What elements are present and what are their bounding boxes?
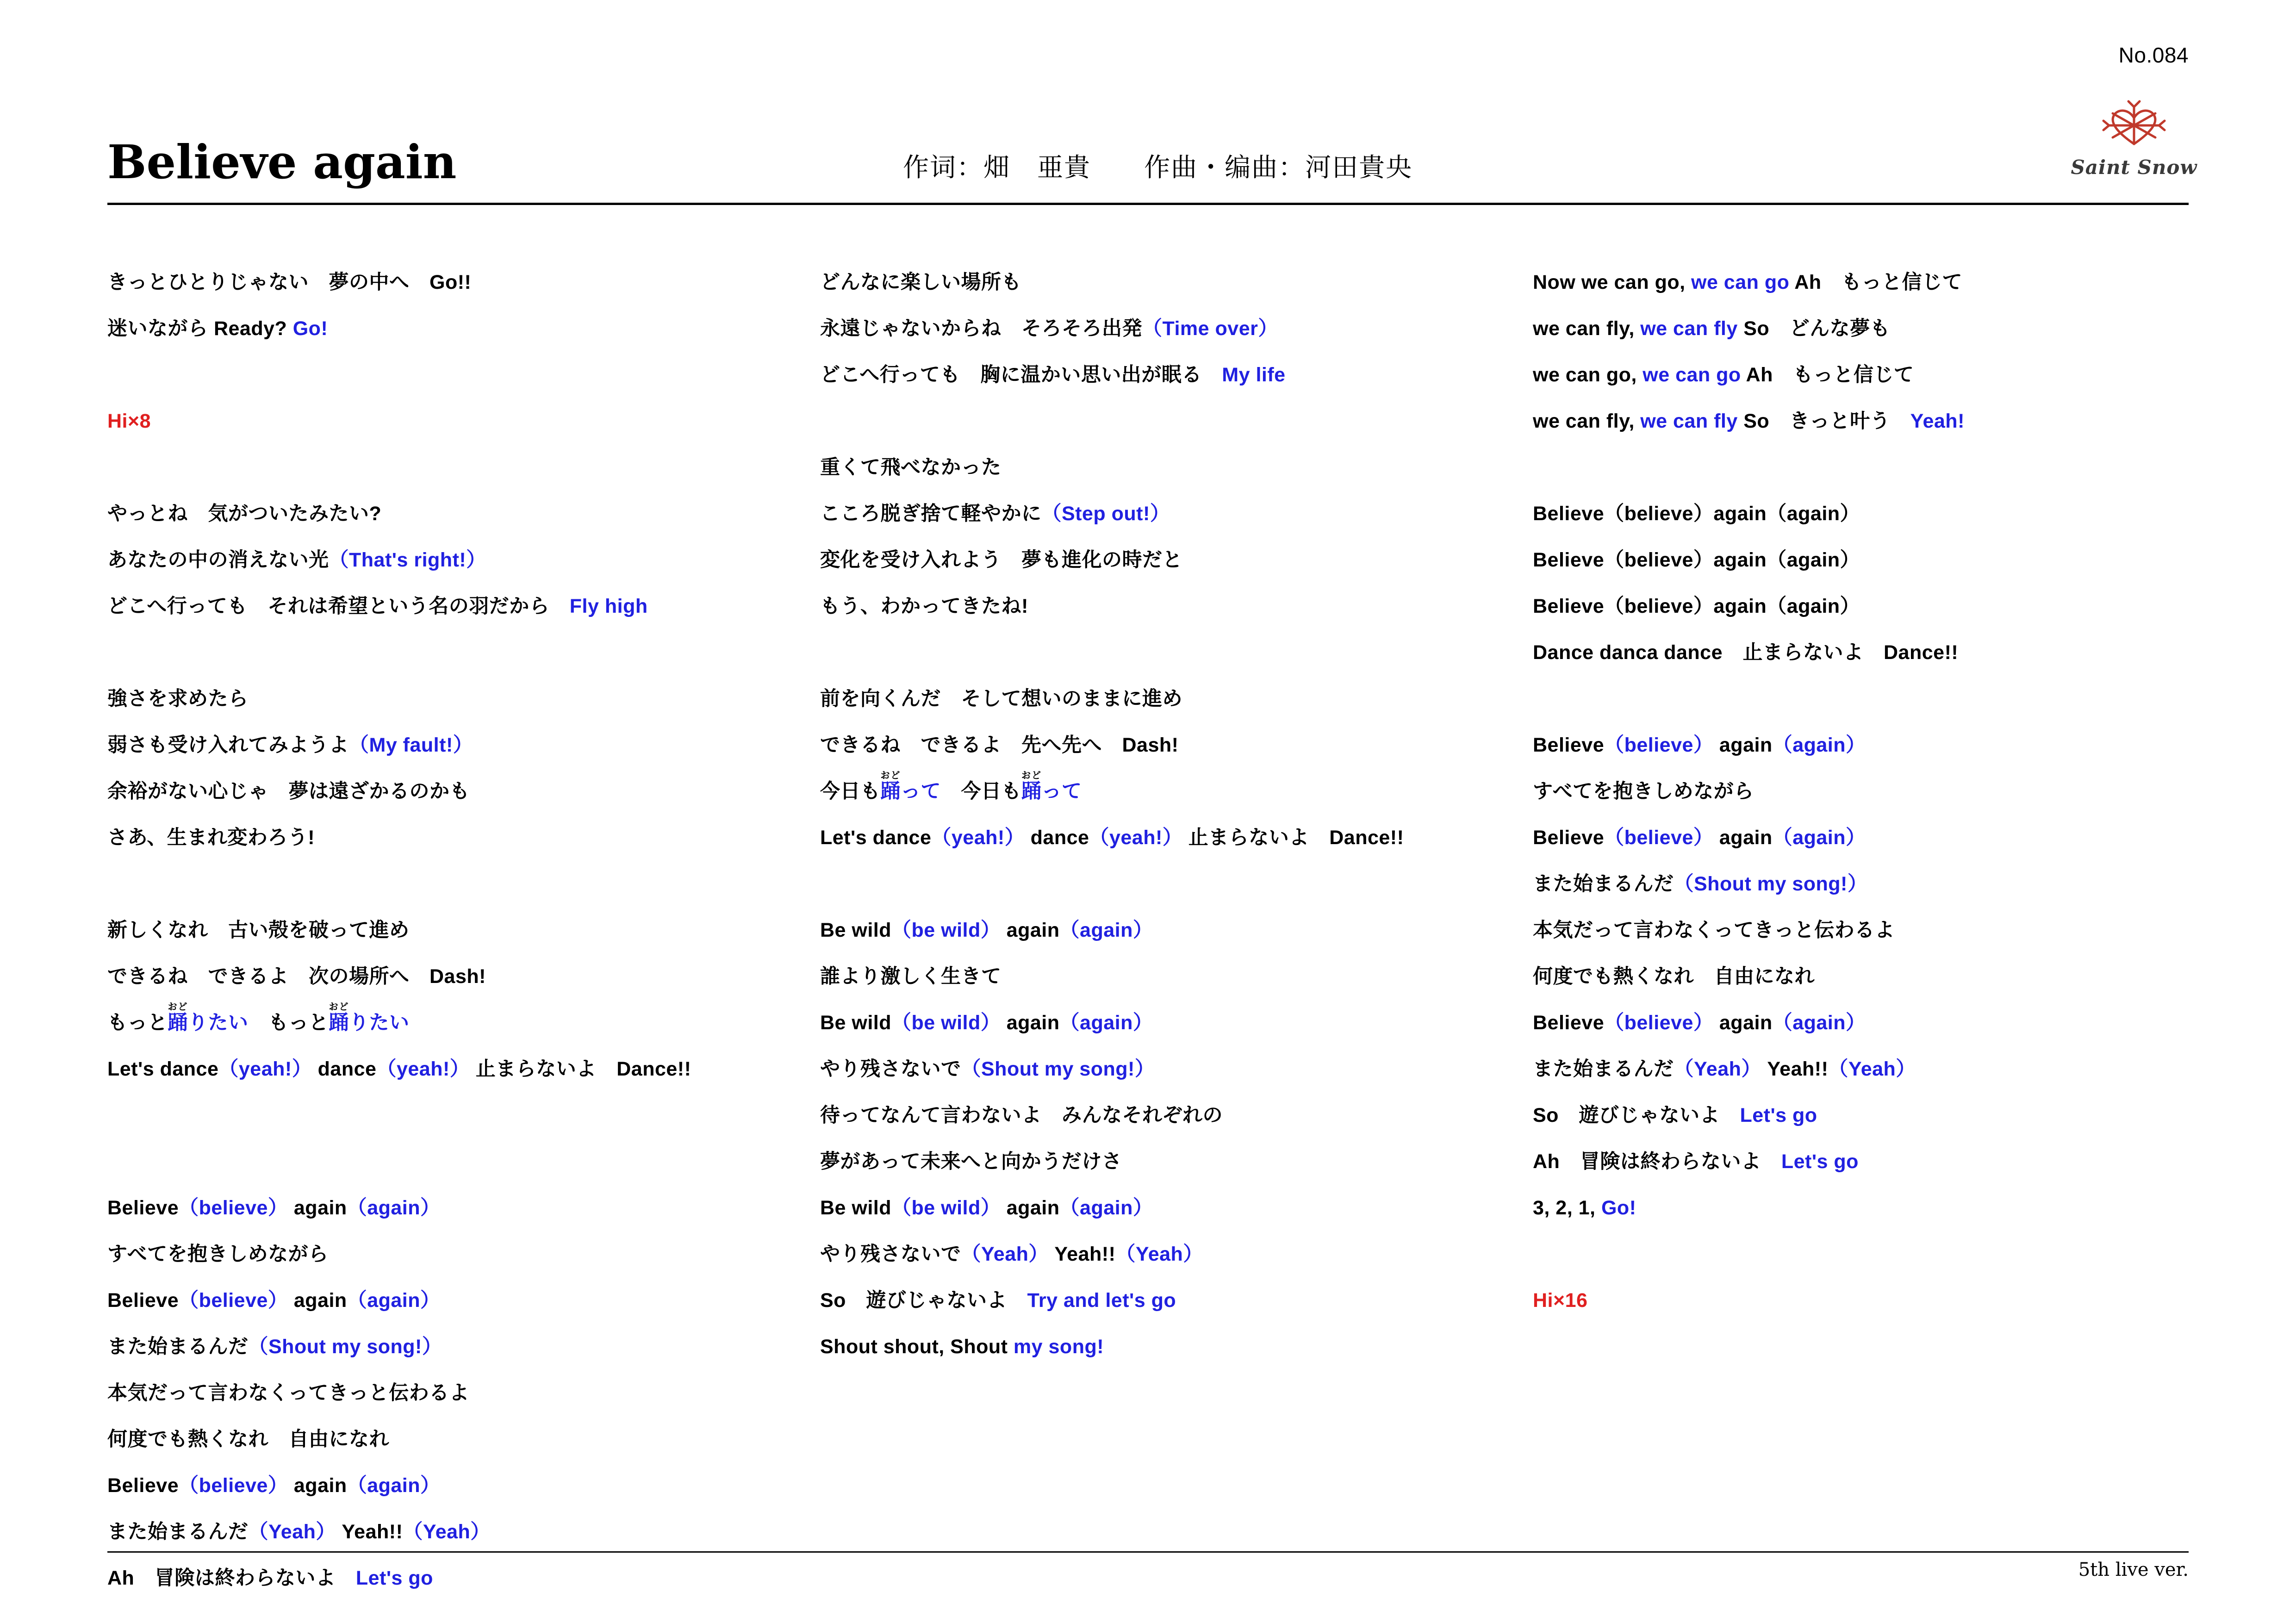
lyric-line: [820, 1046, 1533, 1092]
lyric-line: [107, 305, 820, 352]
lyric-text: もう、わかってきたね!: [820, 595, 1028, 617]
lyric-call-text: （Shout my song!）: [961, 1058, 1155, 1080]
lyric-call-text: （believe）: [179, 1197, 288, 1219]
lyric-line: [107, 1046, 820, 1092]
lyric-text: さあ、生まれ変わろう!: [107, 827, 315, 849]
lyric-line: [820, 676, 1533, 722]
lyric-line: [107, 722, 820, 768]
lyrics-column: [1533, 259, 2246, 1601]
lyric-text: もっと: [248, 1012, 329, 1034]
lyric-line: [820, 537, 1533, 583]
lyric-line: [1533, 491, 2246, 537]
lyric-text: again: [1713, 734, 1773, 756]
lyric-line: [820, 1231, 1533, 1277]
page-number: No.084: [2118, 43, 2189, 67]
ruby-base: 踊: [1021, 780, 1042, 802]
lyric-call-text: （Step out!）: [1041, 503, 1170, 525]
ruby-text: おど: [1021, 771, 1042, 781]
lyric-line: [1533, 629, 2246, 676]
lyric-text: あなたの中の消えない光: [107, 549, 329, 571]
lyric-text: we can go,: [1533, 364, 1643, 386]
lyric-call-text: （Yeah）: [1674, 1058, 1761, 1080]
lyric-line: [1533, 352, 2246, 398]
lyric-call-text: （Shout my song!）: [248, 1336, 442, 1358]
lyric-call-text: Let's go: [1781, 1150, 1859, 1173]
lyric-text: Believe: [107, 1289, 179, 1312]
lyric-call-text: （be wild）: [891, 1012, 1001, 1034]
ruby-base: 踊: [329, 1012, 349, 1034]
lyric-text: dance: [1025, 827, 1089, 849]
lyric-text: 本気だって言わなくってきっと伝わるよ: [1533, 919, 1895, 941]
lyric-text: again: [1001, 1197, 1060, 1219]
lyric-text: やっとね 気がついたみたい?: [107, 503, 382, 525]
lyrics-columns: [107, 259, 2189, 1601]
lyric-line: [107, 1185, 820, 1231]
lyric-text: 余裕がない心じゃ 夢は遠ざかるのかも: [107, 780, 470, 802]
lyric-call-text: （Yeah）: [248, 1521, 336, 1543]
lyric-text: Shout shout, Shout: [820, 1336, 1014, 1358]
lyric-text: やり残さないで: [820, 1243, 961, 1265]
ruby-annotated-kanji: [329, 1000, 349, 1046]
lyric-blank-line: [820, 629, 1533, 676]
lyric-text: どこへ行っても それは希望という名の羽だから: [107, 595, 570, 617]
lyric-text: again: [288, 1289, 347, 1312]
lyric-line: [107, 1509, 820, 1555]
lyric-call-text: we can go: [1643, 364, 1741, 386]
credits-lyricist: 作词：畑 亜貴: [902, 153, 1091, 182]
lyric-text: 強さを求めたら: [107, 688, 249, 710]
ruby-text: おど: [168, 1002, 188, 1012]
lyric-line: [1533, 861, 2246, 907]
lyric-text: また始まるんだ: [1533, 873, 1674, 895]
lyric-call-text: My life: [1222, 364, 1286, 386]
lyric-call-text: （again）: [347, 1474, 441, 1497]
lyric-blank-line: [1533, 1231, 2246, 1277]
lyric-call-text: （Yeah）: [1828, 1058, 1916, 1080]
lyric-text: So 遊びじゃないよ: [820, 1289, 1027, 1312]
lyric-text: again: [288, 1197, 347, 1219]
lyric-line: [1533, 259, 2246, 305]
lyric-text: やり残さないで: [820, 1058, 961, 1080]
lyric-blank-line: [107, 444, 820, 491]
lyric-text: Be wild: [820, 919, 892, 941]
page-title: Believe again: [107, 135, 457, 189]
lyric-cue-text: Hi×8: [107, 410, 151, 432]
lyric-call-text: （again）: [1059, 919, 1153, 941]
lyrics-column: [107, 259, 820, 1601]
lyric-line: [820, 352, 1533, 398]
lyric-blank-line: [107, 1138, 820, 1185]
lyric-text: こころ脱ぎ捨て軽やかに: [820, 503, 1042, 525]
lyric-line: [820, 1277, 1533, 1324]
lyric-line: [820, 1000, 1533, 1046]
lyric-call-text: Go!: [1601, 1197, 1636, 1219]
lyric-call-text: Try and let's go: [1027, 1289, 1176, 1312]
lyric-line: [820, 583, 1533, 629]
lyric-blank-line: [107, 629, 820, 676]
lyric-line: [820, 768, 1533, 815]
lyric-text: Believe: [1533, 734, 1605, 756]
lyric-text: 永遠じゃないからね そろそろ出発: [820, 317, 1142, 340]
lyric-line: [820, 953, 1533, 1000]
lyric-call-text: （yeah!）: [1089, 827, 1183, 849]
ruby-text: おど: [880, 771, 901, 781]
lyric-call-text: （My fault!）: [349, 734, 473, 756]
lyric-text: 迷いながら Ready?: [107, 317, 293, 340]
lyric-blank-line: [1533, 676, 2246, 722]
lyric-line: [107, 259, 820, 305]
ruby-base: 踊: [880, 780, 901, 802]
lyric-line: [1533, 1185, 2246, 1231]
lyric-text: 重くて飛べなかった: [820, 456, 1002, 479]
lyric-line: [107, 583, 820, 629]
footer: [107, 1551, 2189, 1580]
lyric-text: we can fly,: [1533, 410, 1641, 432]
ruby-annotated-kanji: [881, 768, 901, 815]
lyric-text: 今日も: [941, 780, 1021, 802]
lyric-line: [820, 1324, 1533, 1370]
lyric-text: すべてを抱きしめながら: [1533, 780, 1754, 802]
lyric-text: dance: [312, 1058, 377, 1080]
lyric-text: So きっと叶う: [1737, 410, 1910, 432]
lyric-text: Believe（believe）again（again）: [1533, 595, 1860, 617]
lyric-text: また始まるんだ: [1533, 1058, 1674, 1080]
lyrics-column: [820, 259, 1533, 1601]
lyric-text: again: [288, 1474, 347, 1497]
lyric-line: [107, 768, 820, 815]
lyric-text: Be wild: [820, 1012, 892, 1034]
lyric-text: 止まらないよ Dance!!: [470, 1058, 691, 1080]
lyric-line: [1533, 1000, 2246, 1046]
lyric-blank-line: [820, 398, 1533, 444]
lyric-text: Yeah!!: [1048, 1243, 1116, 1265]
lyric-text: So どんな夢も: [1737, 317, 1891, 340]
lyric-text: again: [1001, 1012, 1060, 1034]
lyric-text: きっとひとりじゃない 夢の中へ Go!!: [107, 271, 472, 293]
logo-wordmark: Saint Snow: [2071, 156, 2197, 179]
lyric-text: 前を向くんだ そして想いのままに進め: [820, 688, 1182, 710]
lyric-blank-line: [107, 352, 820, 398]
lyric-line: [820, 722, 1533, 768]
lyric-text: 待ってなんて言わないよ みんなそれぞれの: [820, 1104, 1223, 1126]
lyric-text: Yeah!!: [336, 1521, 403, 1543]
lyric-line: [107, 537, 820, 583]
lyric-call-text: （believe）: [1604, 1012, 1714, 1034]
lyric-line: [107, 1277, 820, 1324]
lyric-call-text: （That's right!）: [329, 549, 486, 571]
lyric-line: [820, 491, 1533, 537]
lyric-line: [107, 1324, 820, 1370]
lyric-text: すべてを抱きしめながら: [107, 1243, 329, 1265]
lyric-text: Believe（believe）again（again）: [1533, 549, 1860, 571]
lyric-call-text: （Yeah）: [961, 1243, 1049, 1265]
lyric-blank-line: [1533, 444, 2246, 491]
lyric-call-text: （yeah!）: [931, 827, 1025, 849]
footer-version-note: 5th live ver.: [2078, 1559, 2189, 1580]
lyric-line: [1533, 583, 2246, 629]
credits-composer: 作曲・编曲：河田貴央: [1144, 153, 1413, 182]
lyric-call-text: （again）: [1059, 1197, 1153, 1219]
lyric-call-text: りたい: [349, 1012, 410, 1034]
lyric-line: [1533, 305, 2246, 352]
lyric-call-text: Let's go: [1740, 1104, 1817, 1126]
lyric-text: 本気だって言わなくってきっと伝わるよ: [107, 1382, 470, 1404]
lyric-line: [1533, 722, 2246, 768]
lyric-text: Believe: [1533, 1012, 1605, 1034]
lyric-call-text: って: [901, 780, 941, 802]
lyric-line: [107, 815, 820, 861]
lyric-line: [107, 953, 820, 1000]
lyric-blank-line: [820, 861, 1533, 907]
lyric-text: Believe（believe）again（again）: [1533, 503, 1860, 525]
lyric-line: [107, 398, 820, 444]
title-block: [107, 135, 2189, 205]
lyric-line: [820, 259, 1533, 305]
lyric-text: 誰より激しく生きて: [820, 965, 1002, 988]
lyric-call-text: Let's go: [355, 1567, 433, 1589]
credits: [903, 155, 1412, 185]
ruby-annotated-kanji: [1021, 768, 1042, 815]
lyric-call-text: Yeah!: [1910, 410, 1965, 432]
lyric-text: 3, 2, 1,: [1533, 1197, 1601, 1219]
lyric-text: どんなに楽しい場所も: [820, 271, 1021, 293]
lyric-text: 夢があって未来へと向かうだけさ: [820, 1150, 1122, 1173]
lyric-line: [107, 1416, 820, 1462]
lyric-line: [1533, 768, 2246, 815]
lyric-call-text: （yeah!）: [376, 1058, 470, 1080]
lyric-line: [1533, 953, 2246, 1000]
lyric-call-text: （believe）: [179, 1474, 288, 1497]
lyric-text: また始まるんだ: [107, 1336, 249, 1358]
lyric-text: できるね できるよ 次の場所へ Dash!: [107, 965, 486, 988]
lyric-call-text: （yeah!）: [218, 1058, 312, 1080]
lyric-text: 今日も: [820, 780, 881, 802]
lyric-call-text: （believe）: [1604, 827, 1714, 849]
lyric-call-text: （again）: [347, 1197, 441, 1219]
lyric-text: 止まらないよ Dance!!: [1182, 827, 1404, 849]
lyric-text: Let's dance: [820, 827, 932, 849]
lyric-line: [107, 1462, 820, 1509]
lyric-text: もっと: [107, 1012, 168, 1034]
lyric-call-text: （Time over）: [1142, 317, 1278, 340]
lyric-call-text: we can go: [1691, 271, 1790, 293]
lyric-line: [107, 1231, 820, 1277]
lyric-call-text: we can fly: [1640, 410, 1738, 432]
lyric-line: [820, 815, 1533, 861]
lyric-call-text: （believe）: [179, 1289, 288, 1312]
lyric-text: So 遊びじゃないよ: [1533, 1104, 1740, 1126]
lyric-line: [820, 1092, 1533, 1138]
lyric-text: again: [1713, 1012, 1773, 1034]
lyric-call-text: （again）: [1772, 1012, 1866, 1034]
lyric-call-text: （believe）: [1604, 734, 1714, 756]
lyric-text: Now we can go,: [1533, 271, 1691, 293]
lyric-text: Dance danca dance 止まらないよ Dance!!: [1533, 641, 1959, 664]
lyric-line: [107, 1000, 820, 1046]
lyric-text: again: [1713, 827, 1773, 849]
lyric-line: [1533, 815, 2246, 861]
lyric-line: [1533, 537, 2246, 583]
lyric-call-text: （again）: [347, 1289, 441, 1312]
lyric-call-text: my song!: [1013, 1336, 1104, 1358]
lyric-line: [1533, 907, 2246, 953]
lyric-text: また始まるんだ: [107, 1521, 249, 1543]
lyric-line: [1533, 1138, 2246, 1185]
lyric-call-text: （again）: [1772, 734, 1866, 756]
lyric-text: Ah もっと信じて: [1789, 271, 1963, 293]
lyric-line: [820, 907, 1533, 953]
lyric-line: [107, 1370, 820, 1416]
lyric-line: [820, 1138, 1533, 1185]
lyric-text: 何度でも熱くなれ 自由になれ: [107, 1428, 389, 1450]
lyric-text: 新しくなれ 古い殻を破って進め: [107, 919, 410, 941]
lyric-call-text: （Yeah）: [403, 1521, 491, 1543]
lyric-text: Ah 冒険は終わらないよ: [107, 1567, 356, 1589]
lyric-text: we can fly,: [1533, 317, 1641, 340]
lyric-call-text: （be wild）: [891, 919, 1001, 941]
lyric-line: [107, 491, 820, 537]
lyric-line: [820, 444, 1533, 491]
lyric-cue-text: Hi×16: [1533, 1289, 1588, 1312]
lyric-line: [1533, 1092, 2246, 1138]
lyric-call-text: （again）: [1059, 1012, 1153, 1034]
lyric-text: Ah もっと信じて: [1741, 364, 1914, 386]
lyric-text: Let's dance: [107, 1058, 219, 1080]
lyric-blank-line: [107, 1092, 820, 1138]
lyric-line: [1533, 398, 2246, 444]
lyric-text: Be wild: [820, 1197, 892, 1219]
lyric-text: Believe: [1533, 827, 1605, 849]
lyric-line: [820, 305, 1533, 352]
lyric-text: できるね できるよ 先へ先へ Dash!: [820, 734, 1179, 756]
lyric-text: Believe: [107, 1474, 179, 1497]
lyric-call-text: we can fly: [1640, 317, 1738, 340]
lyric-call-text: って: [1041, 780, 1082, 802]
lyric-blank-line: [107, 861, 820, 907]
lyric-text: 何度でも熱くなれ 自由になれ: [1533, 965, 1815, 988]
lyric-text: Ah 冒険は終わらないよ: [1533, 1150, 1781, 1173]
lyric-text: 変化を受け入れよう 夢も進化の時だと: [820, 549, 1182, 571]
lyric-line: [107, 676, 820, 722]
lyric-call-text: （again）: [1772, 827, 1866, 849]
lyric-call-text: りたい: [188, 1012, 249, 1034]
lyric-text: Yeah!!: [1761, 1058, 1829, 1080]
lyric-line: [820, 1185, 1533, 1231]
ruby-annotated-kanji: [168, 1000, 188, 1046]
lyric-line: [1533, 1277, 2246, 1324]
lyric-call-text: Go!: [292, 317, 328, 340]
lyric-text: again: [1001, 919, 1060, 941]
lyric-line: [1533, 1046, 2246, 1092]
lyric-call-text: （be wild）: [891, 1197, 1001, 1219]
ruby-base: 踊: [168, 1012, 188, 1034]
lyric-text: どこへ行っても 胸に温かい思い出が眠る: [820, 364, 1222, 386]
lyric-line: [107, 907, 820, 953]
ruby-text: おど: [329, 1002, 349, 1012]
lyric-call-text: Fly high: [569, 595, 648, 617]
lyric-text: 弱さも受け入れてみようよ: [107, 734, 349, 756]
lyric-call-text: （Yeah）: [1115, 1243, 1203, 1265]
lyric-text: Believe: [107, 1197, 179, 1219]
lyric-call-text: （Shout my song!）: [1674, 873, 1868, 895]
